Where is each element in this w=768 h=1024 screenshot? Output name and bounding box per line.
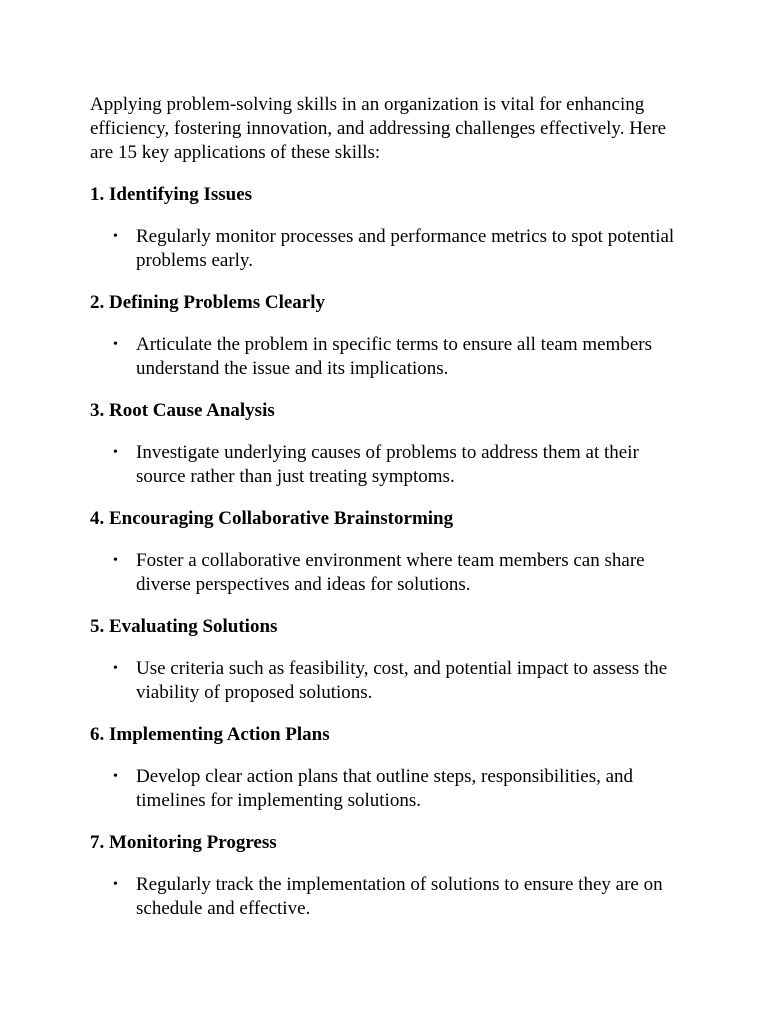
bullet-text: Use criteria such as feasibility, cost, and potential impact to assess the viability of proposed solutions. [136,658,668,703]
bullet-text: Investigate underlying causes of problems to address them at their source rather than just treating symptoms. [136,442,639,487]
bullet-list [90,657,690,705]
list-item [90,441,690,489]
list-item [90,657,690,705]
bullet-icon: • [113,553,118,568]
section-4 [90,507,690,597]
bullet-list [90,873,690,921]
section-heading: 2. Defining Problems Clearly [90,292,326,313]
bullet-icon: • [113,445,118,460]
bullet-icon: • [113,337,118,352]
bullet-icon: • [113,661,118,676]
document-page [90,93,690,939]
section-3 [90,399,690,489]
section-heading: 6. Implementing Action Plans [90,724,330,745]
section-6 [90,723,690,813]
list-item [90,225,690,273]
section-5 [90,615,690,705]
section-heading: 7. Monitoring Progress [90,832,277,853]
bullet-text: Develop clear action plans that outline steps, responsibilities, and timelines for implementing solutions. [136,766,634,811]
bullet-list [90,333,690,381]
section-heading: 4. Encouraging Collaborative Brainstorming [90,508,454,529]
section-heading: 5. Evaluating Solutions [90,616,278,637]
section-heading: 3. Root Cause Analysis [90,400,275,421]
bullet-text: Articulate the problem in specific terms to ensure all team members understand the issue and its implications. [136,334,652,379]
bullet-list [90,225,690,273]
bullet-list [90,765,690,813]
bullet-icon: • [113,769,118,784]
bullet-text: Regularly monitor processes and performance metrics to spot potential problems early. [136,226,675,271]
list-item [90,765,690,813]
bullet-icon: • [113,229,118,244]
section-7 [90,831,690,921]
list-item [90,333,690,381]
section-heading: 1. Identifying Issues [90,184,253,205]
intro-paragraph: Applying problem-solving skills in an organization is vital for enhancing efficiency, fostering innovation, and addressing challenges effectively. Here are 15 key applications of these skills: [90,94,667,163]
bullet-text: Regularly track the implementation of solutions to ensure they are on schedule and effective. [136,874,663,919]
bullet-list [90,441,690,489]
bullet-text: Foster a collaborative environment where team members can share diverse perspectives and ideas for solutions. [136,550,645,595]
list-item [90,549,690,597]
section-1 [90,183,690,273]
bullet-list [90,549,690,597]
bullet-icon: • [113,877,118,892]
section-2 [90,291,690,381]
list-item [90,873,690,921]
